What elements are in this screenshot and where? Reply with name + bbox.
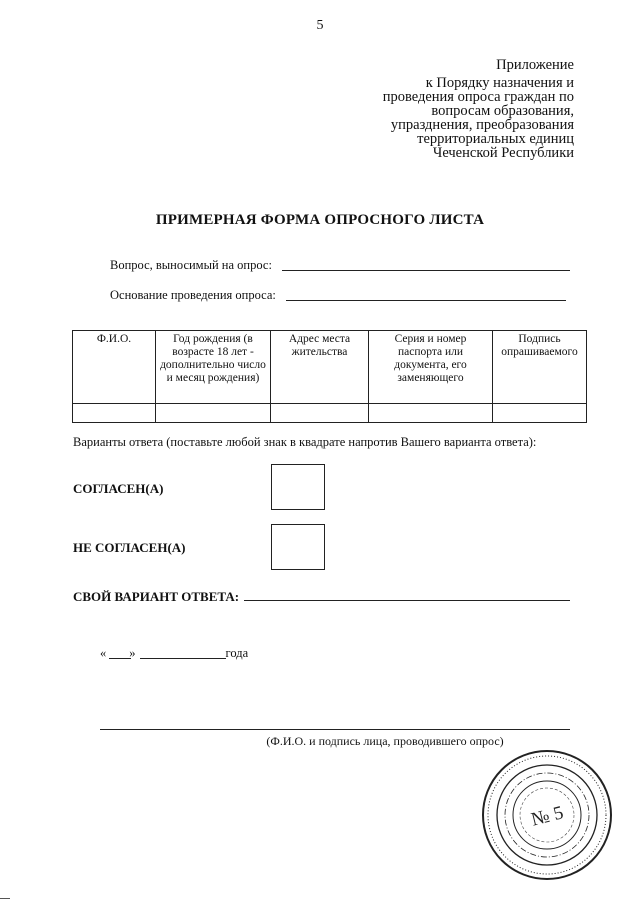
appendix-line: к Порядку назначения и [425,75,574,91]
table-cell[interactable] [271,404,369,423]
appendix-line: территориальных единиц [417,131,574,147]
signature-line[interactable] [100,729,570,730]
basis-label: Основание проведения опроса: [110,288,276,302]
appendix-title: Приложение [496,57,574,73]
month-fill-line[interactable] [140,658,226,659]
variants-instruction: Варианты ответа (поставьте любой знак в квадрате напротив Вашего варианта ответа): [73,435,537,449]
day-fill-line[interactable] [109,658,131,659]
own-variant-fill-line[interactable] [244,600,570,601]
page-number: 5 [316,18,324,33]
table-header-row [73,331,587,404]
column-header: Адрес места жительства [271,331,369,404]
table-row [73,404,587,423]
appendix-line: проведения опроса граждан по [382,89,574,105]
date-open-quote: « [100,646,107,660]
column-header: Год рождения (в возрасте 18 лет - дополнительно число и месяц рождения) [156,331,271,404]
appendix-line: вопросам образования, [431,103,574,119]
column-header: Ф.И.О. [73,331,156,404]
table-cell[interactable] [73,404,156,423]
own-variant-label: СВОЙ ВАРИАНТ ОТВЕТА: [73,589,240,604]
signature-caption: (Ф.И.О. и подпись лица, проводившего опрос) [266,734,504,748]
date-close-quote: » [129,646,136,660]
date-field [100,646,248,661]
seal-icon [480,748,614,882]
seal-stamp [480,748,614,882]
disagree-checkbox[interactable] [271,524,325,570]
agree-checkbox[interactable] [271,464,325,510]
appendix-note [334,58,574,160]
scan-edge-mark [0,898,10,899]
appendix-line: упразднения, преобразования [390,117,574,133]
respondent-table [72,330,587,423]
basis-fill-line[interactable] [286,300,566,301]
question-label: Вопрос, выносимый на опрос: [110,258,272,272]
table-cell[interactable] [369,404,493,423]
question-fill-line[interactable] [282,270,570,271]
appendix-line: Чеченской Республики [432,145,574,161]
table-cell[interactable] [156,404,271,423]
column-header: Подпись опрашиваемого [493,331,587,404]
year-word: года [225,646,249,660]
agree-label: СОГЛАСЕН(А) [73,481,164,496]
disagree-label: НЕ СОГЛАСЕН(А) [73,540,186,555]
form-title: ПРИМЕРНАЯ ФОРМА ОПРОСНОГО ЛИСТА [155,212,485,228]
seal-number: № 5 [529,802,566,831]
column-header: Серия и номер паспорта или документа, его заменяющего [369,331,493,404]
table-cell[interactable] [493,404,587,423]
